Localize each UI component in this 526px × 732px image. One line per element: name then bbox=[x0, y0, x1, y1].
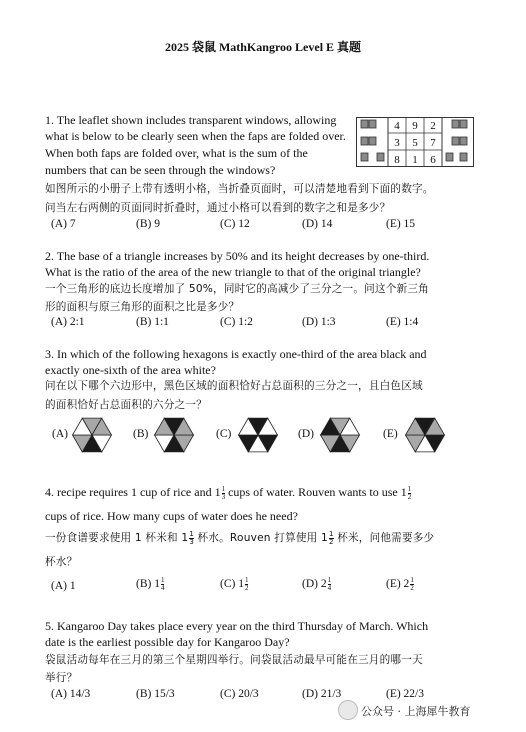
denominator: 2 bbox=[410, 584, 414, 592]
q2-zh-line: 一个三角形的底边长度增加了 50%，同时它的高减少了三分之一。问这个新三角 bbox=[45, 283, 429, 295]
q4-text-line bbox=[45, 484, 411, 501]
grid-number: 3 bbox=[394, 137, 400, 149]
numerator: 1 bbox=[410, 576, 414, 584]
numerator: 1 bbox=[221, 484, 226, 493]
q2-option-e[interactable]: (E) 1:4 bbox=[386, 316, 419, 328]
denominator: 4 bbox=[327, 584, 332, 592]
hexagon-a[interactable] bbox=[70, 415, 114, 455]
q1-text-line: 1. The leaflet shown includes transparent windows, allowing bbox=[45, 113, 337, 127]
numerator: 1 bbox=[407, 484, 412, 493]
grid-number: 1 bbox=[412, 154, 418, 166]
q3-option-b[interactable]: (B) bbox=[133, 428, 149, 440]
watermark-text: 公众号 · 上海犀牛教育 bbox=[361, 705, 471, 718]
grid-number: 4 bbox=[394, 120, 400, 132]
fraction bbox=[408, 486, 412, 501]
q1-option-b[interactable]: (B) 9 bbox=[136, 218, 160, 230]
q3-option-d[interactable]: (D) bbox=[298, 428, 314, 440]
q4-zh-seg: 杯米，问他需要多少 bbox=[333, 532, 435, 544]
q4-zh-seg: 一份食谱要求使用 1 杯米和 1 bbox=[45, 532, 189, 544]
q4-zh-line bbox=[45, 530, 434, 546]
denominator: 2 bbox=[328, 537, 334, 546]
q2-option-c[interactable]: (C) 1:2 bbox=[220, 316, 253, 328]
q3-text-line: 3. In which of the following hexagons is exactly one-third of the area black and bbox=[45, 347, 427, 361]
q5-zh-line: 袋鼠活动每年在三月的第三个星期四举行。问袋鼠活动最早可能在三月的哪一天 bbox=[45, 654, 423, 666]
q2-zh-line: 形的面积与原三角形的面积之比是多少？ bbox=[45, 301, 240, 313]
hexagon-c[interactable] bbox=[236, 415, 280, 455]
q5-option-d[interactable]: (D) 21/3 bbox=[302, 688, 342, 700]
q1-option-c[interactable]: (C) 12 bbox=[220, 218, 250, 230]
q4-option-a[interactable]: (A) 1 bbox=[51, 580, 76, 592]
q3-text-line: exactly one-sixth of the area white? bbox=[45, 363, 216, 377]
numerator: 1 bbox=[160, 576, 165, 584]
q2-text-line: 2. The base of a triangle increases by 50% and its height decreases by one-third. bbox=[45, 249, 430, 263]
hexagon-b[interactable] bbox=[152, 415, 196, 455]
q3-option-a[interactable]: (A) bbox=[52, 428, 68, 440]
q4-option-c[interactable]: (C) 1 $\frac{1}{2}$ bbox=[220, 576, 249, 592]
hexagon-d[interactable] bbox=[318, 415, 362, 455]
q5-zh-line: 举行？ bbox=[45, 672, 78, 684]
grid-number: 8 bbox=[394, 154, 400, 166]
q4-zh-line: 杯水？ bbox=[45, 556, 78, 568]
q1-zh-line: 如图所示的小册子上带有透明小格，当折叠页面时，可以清楚地看到下面的数字。 bbox=[45, 183, 434, 195]
q5-option-a[interactable]: (A) 14/3 bbox=[51, 688, 91, 700]
page-title: 2025 袋鼠 MathKangroo Level E 真题 bbox=[164, 40, 362, 54]
q3-option-c[interactable]: (C) bbox=[216, 428, 232, 440]
q1-text-line: numbers that can be seen through the windows? bbox=[45, 163, 276, 177]
q3-zh-line: 问在以下哪个六边形中，黑色区域的面积恰好占总面积的三分之一，且白色区域 bbox=[45, 380, 423, 392]
grid-number: 6 bbox=[430, 154, 436, 166]
denominator: 4 bbox=[160, 584, 165, 592]
q5-option-e[interactable]: (E) 22/3 bbox=[386, 688, 425, 700]
grid-number: 9 bbox=[412, 120, 418, 132]
denominator: 2 bbox=[407, 492, 412, 501]
hexagon-e[interactable] bbox=[403, 415, 447, 455]
q2-text-line: What is the ratio of the area of the new triangle to that of the original triangle? bbox=[45, 265, 421, 279]
q5-option-c[interactable]: (C) 20/3 bbox=[220, 688, 259, 700]
grid-number: 7 bbox=[430, 137, 436, 149]
denominator: 3 bbox=[189, 537, 194, 546]
numerator: 1 bbox=[244, 576, 249, 584]
q1-option-a[interactable]: (A) 7 bbox=[51, 218, 76, 230]
numerator: 1 bbox=[327, 576, 332, 584]
q4-option-b[interactable]: (B) 1 $\frac{1}{4}$ bbox=[136, 576, 165, 592]
q5-text-line: date is the earliest possible day for Kangaroo Day? bbox=[45, 635, 290, 649]
wechat-icon bbox=[338, 700, 358, 720]
denominator: 2 bbox=[244, 584, 249, 592]
q3-zh-line: 的面积恰好占总面积的六分之一？ bbox=[45, 399, 207, 411]
q2-option-d[interactable]: (D) 1:3 bbox=[302, 316, 336, 328]
q1-zh-line: 问当左右两侧的页面同时折叠时，通过小格可以看到的数字之和是多少？ bbox=[45, 202, 391, 214]
q4-text-seg: 4. recipe requires 1 cup of rice and 1 bbox=[45, 485, 221, 499]
leaflet-figure bbox=[356, 117, 474, 167]
q1-option-d[interactable]: (D) 14 bbox=[302, 218, 333, 230]
grid-number: 5 bbox=[412, 137, 418, 149]
q4-option-e[interactable]: (E) 2 $\frac{1}{2}$ bbox=[386, 576, 414, 592]
grid-number: 2 bbox=[430, 120, 436, 132]
q2-option-a[interactable]: (A) 2:1 bbox=[51, 316, 85, 328]
denominator: 3 bbox=[221, 492, 226, 501]
q4-option-d[interactable]: (D) 2 $\frac{1}{4}$ bbox=[302, 576, 332, 592]
q1-option-e[interactable]: (E) 15 bbox=[386, 218, 416, 230]
q1-text-line: When both faps are folded over, what is the sum of the bbox=[45, 146, 308, 160]
q5-text-line: 5. Kangaroo Day takes place every year on the third Thursday of March. Which bbox=[45, 619, 429, 633]
q1-text-line: what is below to be clearly seen when the faps are folded over. bbox=[45, 129, 346, 143]
q4-zh-seg: 杯水。Rouven 打算使用 1 bbox=[193, 532, 328, 544]
numerator: 1 bbox=[189, 529, 194, 538]
q2-option-b[interactable]: (B) 1:1 bbox=[136, 316, 169, 328]
q3-option-e[interactable]: (E) bbox=[383, 428, 398, 440]
q5-option-b[interactable]: (B) 15/3 bbox=[136, 688, 175, 700]
numerator: 1 bbox=[328, 529, 334, 538]
q4-text-line: cups of rice. How many cups of water does he need? bbox=[45, 509, 298, 523]
q4-text-seg: cups of water. Rouven wants to use 1 bbox=[225, 485, 407, 499]
